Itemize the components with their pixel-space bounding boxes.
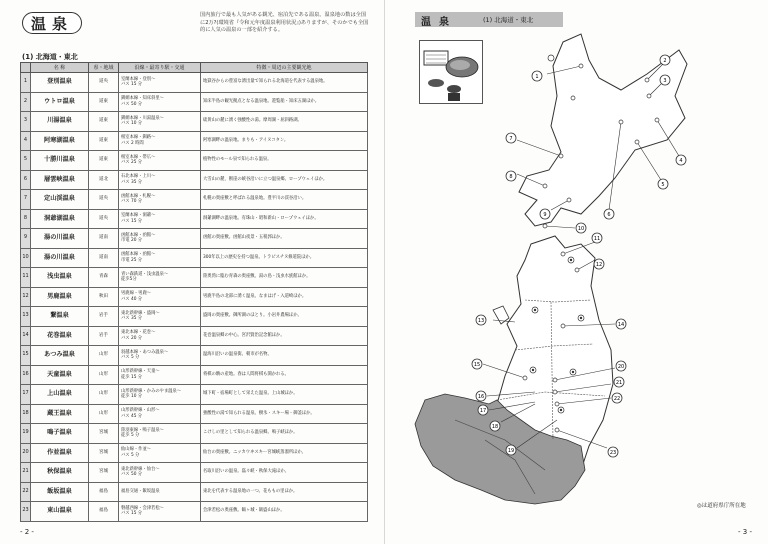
cell-feature: 硫黄山の麓に湧く強酸性の湯。摩周湖・屈斜路湖。 bbox=[201, 112, 368, 132]
section-heading: (1) 北海道・東北 bbox=[22, 53, 78, 61]
cell-feature: こけしの里として知られる温泉郷。鳴子峡ほか。 bbox=[201, 424, 368, 444]
cell-no: 6 bbox=[21, 170, 31, 190]
header-region: 県・地域 bbox=[89, 63, 119, 73]
marker-number: 1 bbox=[535, 73, 539, 80]
cell-access: 釧網本線・知床斜里〜 バス 50 分 bbox=[119, 92, 201, 112]
table-row bbox=[21, 424, 368, 444]
cell-no: 17 bbox=[21, 385, 31, 405]
marker-number: 16 bbox=[477, 393, 485, 400]
marker-number: 15 bbox=[473, 361, 481, 368]
cell-feature: 阿寒湖畔の温泉地。まりも・アイヌコタン。 bbox=[201, 131, 368, 151]
cell-name: 定山渓温泉 bbox=[31, 190, 89, 210]
cell-access: 函館本線・函館〜 市電 25 分 bbox=[119, 248, 201, 268]
cell-name: 作並温泉 bbox=[31, 443, 89, 463]
cell-region: 道東 bbox=[89, 131, 119, 151]
cell-no: 23 bbox=[21, 502, 31, 522]
cell-access: 山形新幹線・天童〜 徒歩 15 分 bbox=[119, 365, 201, 385]
cell-access: 東北新幹線・盛岡〜 バス 35 分 bbox=[119, 307, 201, 327]
marker-number: 11 bbox=[593, 235, 601, 242]
cell-no: 7 bbox=[21, 190, 31, 210]
table-row bbox=[21, 248, 368, 268]
marker-number: 8 bbox=[509, 173, 513, 180]
cell-region: 道央 bbox=[89, 209, 119, 229]
cell-no: 20 bbox=[21, 443, 31, 463]
cell-name: 湯の川温泉 bbox=[31, 248, 89, 268]
table-row bbox=[21, 112, 368, 132]
table-row bbox=[21, 326, 368, 346]
cell-name: 秋保温泉 bbox=[31, 463, 89, 483]
cell-access: 根室本線・帯広〜 バス 25 分 bbox=[119, 151, 201, 171]
marker-number: 4 bbox=[679, 157, 683, 164]
cell-name: 花巻温泉 bbox=[31, 326, 89, 346]
cell-region: 山形 bbox=[89, 385, 119, 405]
cell-feature: 札幌の奥座敷と呼ばれる温泉地。豊平川の渓谷沿い。 bbox=[201, 190, 368, 210]
cell-name: 繋温泉 bbox=[31, 307, 89, 327]
header-name: 名 称 bbox=[31, 63, 89, 73]
tohoku-hokkaido-map bbox=[385, 0, 768, 544]
table-row bbox=[21, 385, 368, 405]
cell-access: 羽越本線・あつみ温泉〜 バス 5 分 bbox=[119, 346, 201, 366]
cell-access: 陸羽東線・鳴子温泉〜 徒歩 5 分 bbox=[119, 424, 201, 444]
cell-region: 青森 bbox=[89, 268, 119, 288]
marker-number: 6 bbox=[607, 211, 611, 218]
cell-feature: 男鹿半島の北部に湧く温泉。なまはげ・入道崎ほか。 bbox=[201, 287, 368, 307]
cell-access: 室蘭本線・洞爺〜 バス 15 分 bbox=[119, 209, 201, 229]
marker-number: 14 bbox=[617, 321, 625, 328]
cell-access: 青い森鉄道・浅虫温泉〜 徒歩5分 bbox=[119, 268, 201, 288]
marker-number: 23 bbox=[609, 449, 617, 456]
cell-no: 14 bbox=[21, 326, 31, 346]
cell-no: 2 bbox=[21, 92, 31, 112]
cell-region: 福島 bbox=[89, 502, 119, 522]
marker-number: 12 bbox=[595, 261, 603, 268]
marker-number: 3 bbox=[663, 77, 667, 84]
cell-no: 18 bbox=[21, 404, 31, 424]
table-row bbox=[21, 502, 368, 522]
cell-access: 東北新幹線・仙台〜 バス 50 分 bbox=[119, 463, 201, 483]
cell-name: 飯坂温泉 bbox=[31, 482, 89, 502]
table-row bbox=[21, 346, 368, 366]
cell-name: 阿寒湖温泉 bbox=[31, 131, 89, 151]
cell-name: 上山温泉 bbox=[31, 385, 89, 405]
marker-number: 10 bbox=[577, 225, 585, 232]
table-row bbox=[21, 131, 368, 151]
cell-region: 宮城 bbox=[89, 443, 119, 463]
cell-access: 函館本線・函館〜 市電 20 分 bbox=[119, 229, 201, 249]
cell-region: 道央 bbox=[89, 73, 119, 93]
cell-name: 湯の川温泉 bbox=[31, 229, 89, 249]
table-row bbox=[21, 92, 368, 112]
marker-number: 9 bbox=[543, 211, 547, 218]
cell-no: 13 bbox=[21, 307, 31, 327]
cell-region: 道南 bbox=[89, 248, 119, 268]
cell-feature: 盛岡の奥座敷。御所湖のほとり。小岩井農場ほか。 bbox=[201, 307, 368, 327]
right-page bbox=[384, 0, 768, 544]
cell-feature: 洞爺湖畔の温泉地。有珠山・昭和新山・ロープウェイほか。 bbox=[201, 209, 368, 229]
cell-access: 室蘭本線・登別〜 バス 15 分 bbox=[119, 73, 201, 93]
cell-no: 1 bbox=[21, 73, 31, 93]
table-header-row bbox=[21, 63, 368, 73]
cell-access: 男鹿線・男鹿〜 バス 40 分 bbox=[119, 287, 201, 307]
map-title: 温泉 bbox=[421, 17, 457, 28]
marker-number: 5 bbox=[661, 181, 665, 188]
cell-no: 12 bbox=[21, 287, 31, 307]
table-row bbox=[21, 190, 368, 210]
cell-feature: 300年以上の歴史を持つ温泉。トラピスチヌ修道院ほか。 bbox=[201, 248, 368, 268]
cell-no: 21 bbox=[21, 463, 31, 483]
cell-region: 山形 bbox=[89, 404, 119, 424]
cell-access: 福島交通・飯坂温泉 bbox=[119, 482, 201, 502]
cell-no: 19 bbox=[21, 424, 31, 444]
marker-number: 17 bbox=[479, 407, 487, 414]
marker-number: 22 bbox=[613, 395, 621, 402]
cell-feature: 植物性のモール泉で知られる温泉。 bbox=[201, 151, 368, 171]
cell-feature: 会津若松の奥座敷。鶴ヶ城・飯盛山ほか。 bbox=[201, 502, 368, 522]
cell-access: 函館本線・札幌〜 バス 70 分 bbox=[119, 190, 201, 210]
cell-access: 石北本線・上川〜 バス 35 分 bbox=[119, 170, 201, 190]
table-row bbox=[21, 268, 368, 288]
cell-region: 岩手 bbox=[89, 307, 119, 327]
cell-access: 仙山線・作並〜 バス 5 分 bbox=[119, 443, 201, 463]
cell-region: 道南 bbox=[89, 229, 119, 249]
map-subtitle: (1) 北海道・東北 bbox=[483, 16, 534, 24]
cell-region: 山形 bbox=[89, 365, 119, 385]
cell-name: あつみ温泉 bbox=[31, 346, 89, 366]
cell-no: 8 bbox=[21, 209, 31, 229]
cell-region: 福島 bbox=[89, 482, 119, 502]
table-row bbox=[21, 404, 368, 424]
cell-region: 道央 bbox=[89, 190, 119, 210]
marker-number: 2 bbox=[663, 57, 667, 64]
table-row bbox=[21, 287, 368, 307]
table-row bbox=[21, 73, 368, 93]
cell-name: 男鹿温泉 bbox=[31, 287, 89, 307]
table-row bbox=[21, 482, 368, 502]
cell-name: 浅虫温泉 bbox=[31, 268, 89, 288]
cell-access: 釧網本線・川湯温泉〜 バス 10 分 bbox=[119, 112, 201, 132]
table-row bbox=[21, 463, 368, 483]
cell-feature: 将棋の駒の産地。春は人間将棋も開かれる。 bbox=[201, 365, 368, 385]
cell-name: 天童温泉 bbox=[31, 365, 89, 385]
cell-feature: 強酸性の湯で知られる温泉。樹氷・スキー場・御釜ほか。 bbox=[201, 404, 368, 424]
cell-feature: 大雪山の麓、断崖の峡谷沿いに立つ温泉郷。ロープウェイほか。 bbox=[201, 170, 368, 190]
cell-name: 層雲峡温泉 bbox=[31, 170, 89, 190]
cell-region: 道東 bbox=[89, 112, 119, 132]
page-number-left: - 2 - bbox=[20, 528, 34, 536]
cell-no: 15 bbox=[21, 346, 31, 366]
cell-feature: 知床半島の観光拠点となる温泉地。遊覧船・知床五湖ほか。 bbox=[201, 92, 368, 112]
marker-number: 21 bbox=[615, 379, 623, 386]
header-feature: 特徴・周辺の主要観光地 bbox=[201, 63, 368, 73]
table-row bbox=[21, 229, 368, 249]
cell-access: 山形新幹線・かみのやま温泉〜 徒歩 10 分 bbox=[119, 385, 201, 405]
cell-region: 秋田 bbox=[89, 287, 119, 307]
page-number-right: - 3 - bbox=[738, 528, 752, 536]
cell-name: 蔵王温泉 bbox=[31, 404, 89, 424]
cell-no: 11 bbox=[21, 268, 31, 288]
cell-no: 22 bbox=[21, 482, 31, 502]
cell-no: 3 bbox=[21, 112, 31, 132]
cell-name: 川湯温泉 bbox=[31, 112, 89, 132]
cell-feature: 城下町・宿場町として栄えた温泉。上山城ほか。 bbox=[201, 385, 368, 405]
table-row bbox=[21, 151, 368, 171]
cell-region: 道東 bbox=[89, 151, 119, 171]
cell-region: 宮城 bbox=[89, 424, 119, 444]
cell-no: 4 bbox=[21, 131, 31, 151]
cell-region: 岩手 bbox=[89, 326, 119, 346]
table-row bbox=[21, 307, 368, 327]
cell-region: 山形 bbox=[89, 346, 119, 366]
cell-feature: 函館の奥座敷。函館山夜景・五稜郭ほか。 bbox=[201, 229, 368, 249]
cell-feature: 陸奥湾に臨む青森の奥座敷。湯の島・浅虫水族館ほか。 bbox=[201, 268, 368, 288]
cell-feature: 地獄谷からの豊富な湧出量で知られる北海道を代表する温泉地。 bbox=[201, 73, 368, 93]
cell-name: ウトロ温泉 bbox=[31, 92, 89, 112]
cell-name: 鳴子温泉 bbox=[31, 424, 89, 444]
cell-access: 磐越西線・会津若松〜 バス 15 分 bbox=[119, 502, 201, 522]
cell-name: 十勝川温泉 bbox=[31, 151, 89, 171]
table-row bbox=[21, 209, 368, 229]
cell-no: 5 bbox=[21, 151, 31, 171]
cell-feature: 東北を代表する温泉地の一つ。花ももの里ほか。 bbox=[201, 482, 368, 502]
marker-number: 13 bbox=[477, 317, 485, 324]
cell-access: 東北本線・花巻〜 バス 20 分 bbox=[119, 326, 201, 346]
cell-no: 10 bbox=[21, 248, 31, 268]
cell-feature: 仙台の奥座敷。ニッカウヰスキー宮城峡蒸溜所ほか。 bbox=[201, 443, 368, 463]
cell-access: 根室本線・釧路〜 バス 2 時間 bbox=[119, 131, 201, 151]
header-access: 沿線・最寄り駅・交通 bbox=[119, 63, 201, 73]
table-row bbox=[21, 170, 368, 190]
marker-number: 20 bbox=[617, 363, 625, 370]
cell-name: 洞爺湖温泉 bbox=[31, 209, 89, 229]
cell-feature: 名取川沿いの温泉。磊々峡・秋保大滝ほか。 bbox=[201, 463, 368, 483]
marker-number: 7 bbox=[509, 135, 513, 142]
cell-name: 東山温泉 bbox=[31, 502, 89, 522]
table-row bbox=[21, 443, 368, 463]
cell-region: 宮城 bbox=[89, 463, 119, 483]
intro-text: 国内旅行で最も人気がある観光、宿泊先である温泉。温泉地の数は全国に2万?(環境省『令和元年度温泉利用状況』)ありますが、そのかでも全国的に人気の温泉の一部を紹介する。 bbox=[200, 12, 369, 34]
table-body bbox=[21, 73, 368, 522]
cell-no: 9 bbox=[21, 229, 31, 249]
cell-access: 山形新幹線・山形〜 バス 45 分 bbox=[119, 404, 201, 424]
page-title: 温泉 bbox=[22, 12, 82, 34]
spa-table bbox=[20, 62, 368, 522]
map-legend: ◎は道府県庁所在地 bbox=[697, 503, 746, 509]
header-no bbox=[21, 63, 31, 73]
cell-region: 道北 bbox=[89, 170, 119, 190]
cell-no: 16 bbox=[21, 365, 31, 385]
cell-feature: 温海川沿いの温泉街。朝市が名物。 bbox=[201, 346, 368, 366]
cell-name: 登別温泉 bbox=[31, 73, 89, 93]
cell-region: 道東 bbox=[89, 92, 119, 112]
cell-feature: 花巻温泉郷の中心。宮沢賢治記念館ほか。 bbox=[201, 326, 368, 346]
table-row bbox=[21, 365, 368, 385]
marker-number: 18 bbox=[491, 423, 499, 430]
marker-number: 19 bbox=[507, 447, 515, 454]
